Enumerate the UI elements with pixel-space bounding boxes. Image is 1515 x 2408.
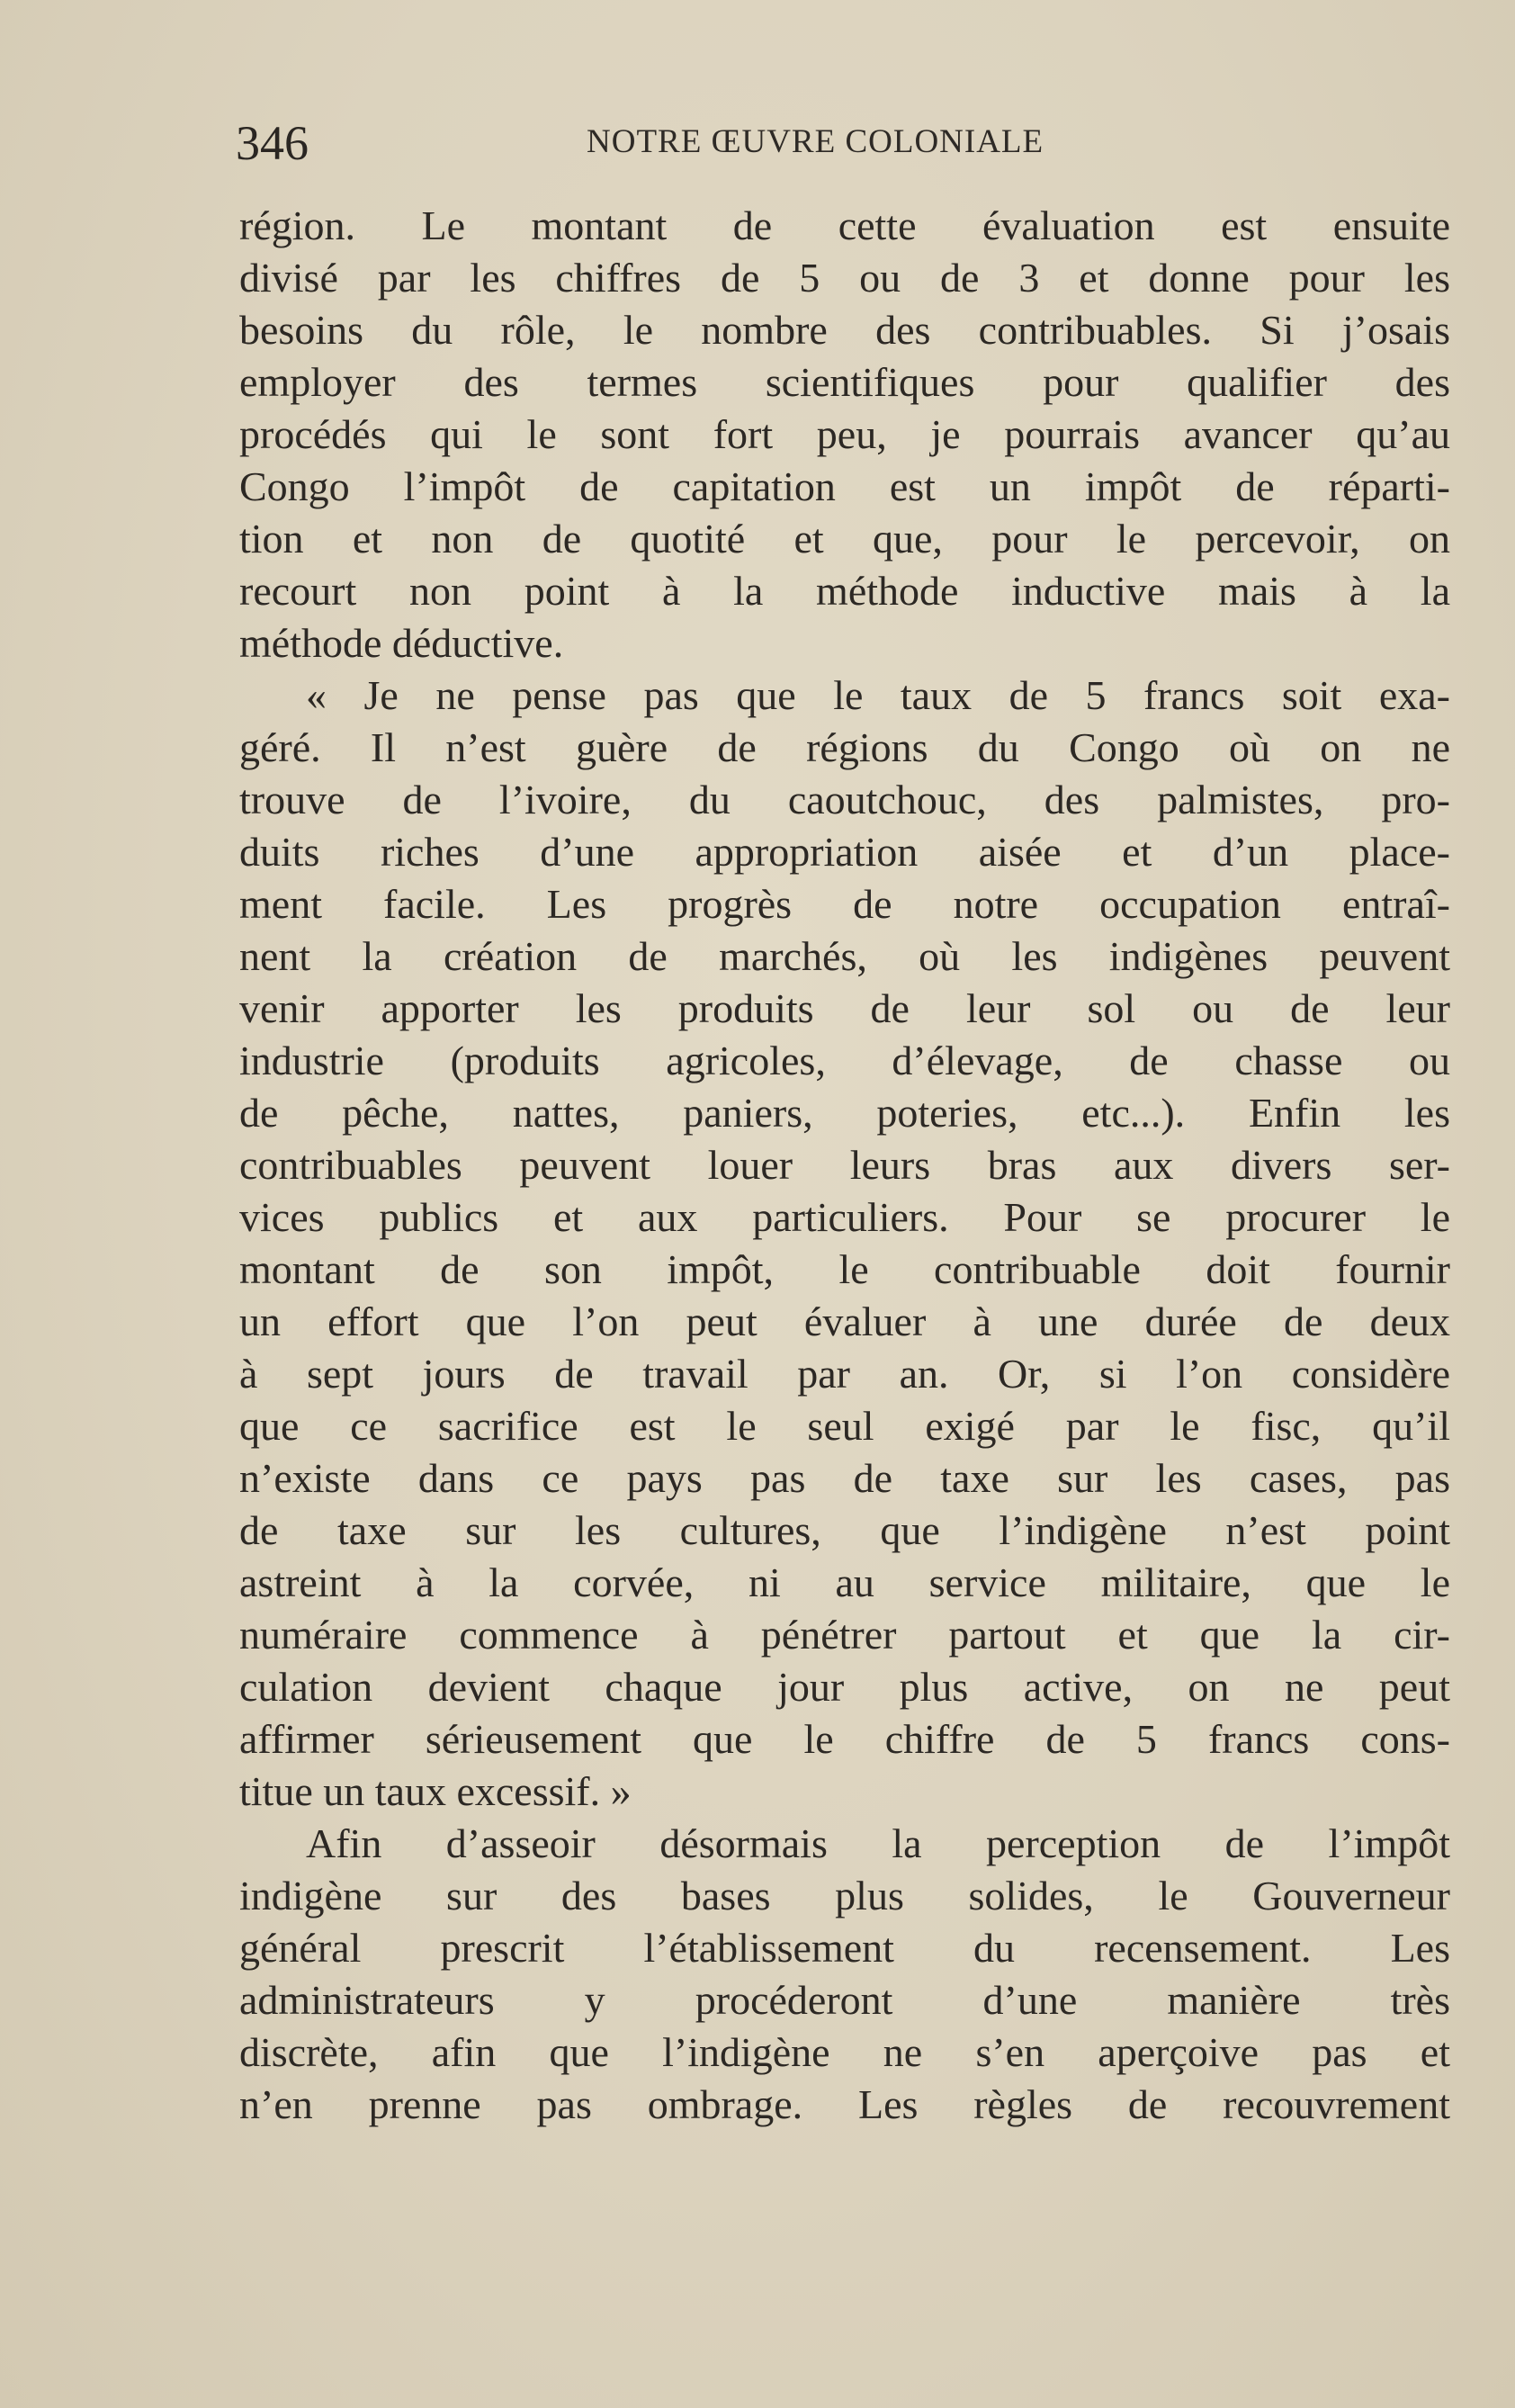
text-line: montant de son impôt, le contribuable doit fournir — [239, 1246, 1450, 1292]
quotation-paragraph — [239, 669, 1450, 1818]
text-line: que ce sacrifice est le seul exigé par le fisc, qu’il — [239, 1403, 1450, 1449]
text-line: duits riches d’une appropriation aisée et d’un place- — [239, 829, 1450, 875]
text-line: région. Le montant de cette évaluation est ensuite — [239, 202, 1450, 248]
text-line: discrète, afin que l’indigène ne s’en aperçoive pas et — [239, 2029, 1450, 2075]
text-line: Afin d’asseoir désormais la perception de l’impôt — [306, 1820, 1450, 1866]
text-line: indigène sur des bases plus solides, le Gouverneur — [239, 1873, 1450, 1918]
text-line: recourt non point à la méthode inductive mais à la — [239, 568, 1450, 614]
text-line: méthode déductive. — [239, 620, 564, 666]
text-line: Congo l’impôt de capitation est un impôt de réparti- — [239, 463, 1450, 509]
text-line: de taxe sur les cultures, que l’indigène n’est point — [239, 1507, 1450, 1553]
text-line: titue un taux excessif. » — [239, 1768, 632, 1814]
text-line: procédés qui le sont fort peu, je pourrais avancer qu’au — [239, 411, 1450, 457]
text-line: astreint à la corvée, ni au service militaire, que le — [239, 1559, 1450, 1605]
page-number: 346 — [236, 116, 309, 170]
text-line: vices publics et aux particuliers. Pour se procurer le — [239, 1194, 1450, 1240]
text-line: un effort que l’on peut évaluer à une durée de deux — [239, 1298, 1450, 1344]
text-line: affirmer sérieusement que le chiffre de 5 francs cons- — [239, 1716, 1450, 1762]
text-line: géré. Il n’est guère de régions du Congo où on ne — [239, 724, 1450, 770]
text-line: administrateurs y procéderont d’une manière très — [239, 1977, 1450, 2023]
text-line: tion et non de quotité et que, pour le percevoir, on — [239, 516, 1450, 562]
running-title: NOTRE ŒUVRE COLONIALE — [587, 123, 1044, 160]
text-line: trouve de l’ivoire, du caoutchouc, des palmistes, pro- — [239, 777, 1450, 822]
text-line: n’en prenne pas ombrage. Les règles de recouvrement — [239, 2081, 1450, 2127]
text-line: numéraire commence à pénétrer partout et que la cir- — [239, 1612, 1450, 1658]
text-line: employer des termes scientifiques pour qualifier des — [239, 359, 1450, 405]
paragraph — [239, 1818, 1450, 2131]
text-line: de pêche, nattes, paniers, poteries, etc...). Enfin les — [239, 1090, 1450, 1136]
text-line: ment facile. Les progrès de notre occupation entraî- — [239, 881, 1450, 927]
text-line: à sept jours de travail par an. Or, si l’on considère — [239, 1351, 1450, 1397]
text-line: « Je ne pense pas que le taux de 5 francs soit exa- — [306, 672, 1450, 718]
text-line: culation devient chaque jour plus active, on ne peut — [239, 1664, 1450, 1710]
body-text — [239, 200, 1450, 2131]
text-line: nent la création de marchés, où les indigènes peuvent — [239, 933, 1450, 979]
text-line: industrie (produits agricoles, d’élevage, de chasse ou — [239, 1038, 1450, 1083]
text-line: contribuables peuvent louer leurs bras aux divers ser- — [239, 1142, 1450, 1188]
paragraph — [239, 200, 1450, 669]
text-line: n’existe dans ce pays pas de taxe sur les cases, pas — [239, 1455, 1450, 1501]
text-line: général prescrit l’établissement du recensement. Les — [239, 1925, 1450, 1971]
text-line: venir apporter les produits de leur sol ou de leur — [239, 985, 1450, 1031]
text-line: divisé par les chiffres de 5 ou de 3 et donne pour les — [239, 255, 1450, 301]
page-header — [236, 115, 1459, 178]
text-line: besoins du rôle, le nombre des contribuables. Si j’osais — [239, 307, 1450, 353]
